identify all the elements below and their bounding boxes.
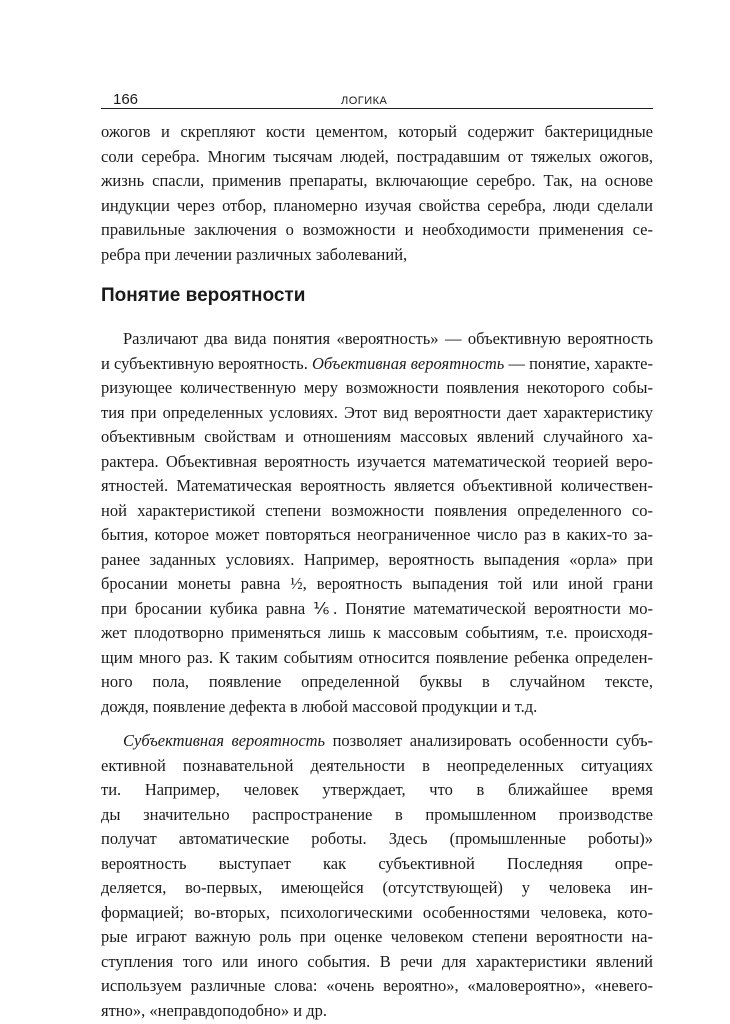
intro-paragraph (101, 120, 653, 267)
text-line: жет плодотворно применяться лишь к массовым событиям, т.е. происходя- (101, 623, 653, 642)
text-line: Различают два вида понятия «вероятность» — объективную вероятность (123, 329, 653, 348)
paragraph-objective-probability (101, 327, 653, 719)
text-line: ятно», «неправдоподобно» и др. (101, 1000, 328, 1020)
text-fragment: и субъективную вероятность. (101, 353, 312, 373)
text-line: ной характеристикой степени возможности появления определенного со- (101, 500, 653, 520)
text-line: ды значительно распространение в промышленном производстве (101, 804, 653, 824)
text-line: ступления того или иного события. В речи для характеристики явлений (101, 951, 653, 971)
text-line: тия при определенных условиях. Этот вид вероятности дает характеристику (101, 402, 653, 422)
text-line: объективным свойствам и отношениям массовых явлений случайного ха- (101, 427, 653, 446)
paragraph-subjective-probability (101, 729, 653, 1023)
text-line: щим много раз. К таким событиям относится появление ребенка определен- (101, 647, 653, 667)
page-header (101, 92, 653, 109)
text-line: дождя, появление дефекта в любой массовой продукции и т.д. (101, 696, 538, 716)
text-line: деляется, во-первых, имеющейся (отсутствующей) у человека ин- (101, 878, 653, 897)
term-objective-probability: Объективная вероятность (311, 353, 505, 373)
text-line: рактера. Объективная вероятность изучается математической теорией веро- (101, 451, 653, 471)
text-line: ребра при лечении различных заболеваний, (101, 244, 408, 264)
section-heading: Понятие вероятности (101, 285, 306, 306)
text-line: при бросании кубика равна ⅙. Понятие математической вероятности мо- (101, 598, 653, 618)
text-line: ризующее количественную меру возможности появления некоторого собы- (101, 378, 653, 397)
text-line: получат автоматические роботы. Здесь (промышленные роботы)» (101, 829, 653, 848)
text-line (101, 729, 653, 754)
text-fragment: позволяет анализировать особенности субъ- (325, 731, 654, 750)
text-line: рые играют важную роль при оценке человеком степени вероятности на- (101, 927, 653, 946)
text-line: бросании монеты равна ½, вероятность выпадения той или иной грани (101, 574, 653, 593)
text-line: используем различные слова: «очень вероятно», «маловероятно», «невero- (101, 976, 653, 995)
running-title: ЛОГИКА (341, 95, 388, 107)
term-subjective-probability: Субъективная вероятность (123, 731, 326, 750)
text-line: ективной познавательной деятельности в неопределенных ситуациях (101, 755, 653, 775)
text-line: бытия, которое может повторяться неограниченное число раз в каких-то за- (101, 525, 653, 544)
text-line (101, 352, 653, 377)
text-fragment: — понятие, характе- (504, 353, 653, 373)
text-line: формацией; во-вторых, психологическими особенностями человека, кото- (101, 902, 653, 922)
text-line: ти. Например, человек утверждает, что в ближайшее время (101, 780, 653, 799)
text-line: ятностей. Математическая вероятность является объективной количествен- (101, 476, 653, 495)
paragraph-gap (101, 719, 653, 729)
text-line: ного пола, появление определенной буквы в случайном тексте, (101, 672, 653, 691)
page-body (101, 120, 653, 1023)
text-line: правильные заключения о возможности и необходимости применения се- (101, 220, 653, 239)
text-line: индукции через отбор, планомерно изучая свойства серебра, люди сделали (101, 195, 653, 215)
text-line: соли серебра. Многим тысячам людей, пострадавшим от тяжелых ожогов, (101, 146, 653, 166)
page-number: 166 (113, 91, 139, 108)
text-line: ранее заданных условиях. Например, вероятность выпадения «орла» при (101, 549, 653, 569)
text-line: ожогов и скрепляют кости цементом, который содержит бактерицидные (101, 122, 653, 141)
text-line: вероятность выступает как субъективной Последняя опре- (101, 853, 653, 873)
text-line: жизнь спасли, применив препараты, включающие серебро. Так, на основе (101, 171, 653, 190)
